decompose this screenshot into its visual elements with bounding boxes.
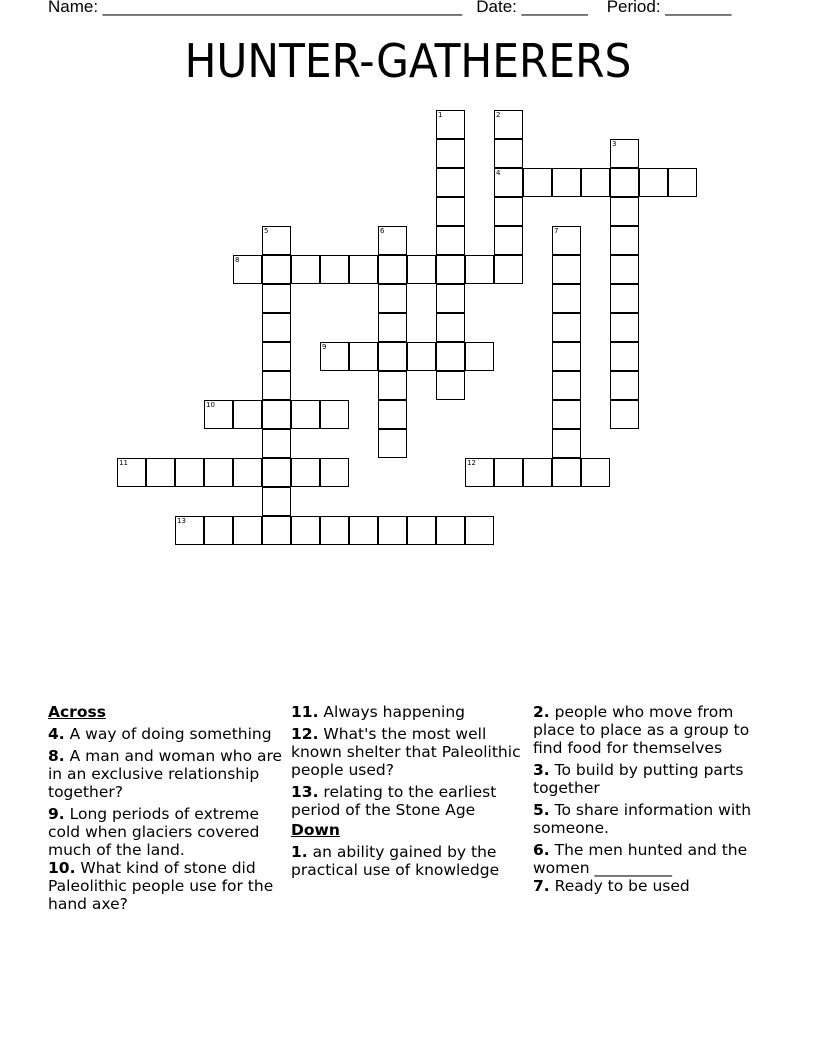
grid-cell[interactable]: [320, 458, 349, 487]
grid-cell[interactable]: [494, 226, 523, 255]
clue-across-12: [291, 725, 526, 779]
clue-number-label: 13: [177, 517, 186, 525]
clue-number: 11.: [291, 703, 319, 721]
clue-text: A man and woman who are in an exclusive relationship together?: [48, 747, 283, 801]
grid-cell[interactable]: [610, 255, 639, 284]
grid-cell[interactable]: [465, 342, 494, 371]
grid-cell[interactable]: [320, 255, 349, 284]
grid-cell[interactable]: [175, 516, 204, 545]
grid-cell[interactable]: [262, 342, 291, 371]
grid-cell[interactable]: [146, 458, 175, 487]
grid-cell[interactable]: [262, 226, 291, 255]
grid-cell[interactable]: [175, 458, 204, 487]
grid-cell[interactable]: [494, 168, 523, 197]
clue-down-6: [533, 841, 768, 877]
grid-cell[interactable]: [552, 342, 581, 371]
clue-down-5: [533, 801, 768, 837]
grid-cell[interactable]: [610, 342, 639, 371]
clue-number: 7.: [533, 877, 550, 895]
grid-cell[interactable]: [668, 168, 697, 197]
clue-down-7: [533, 877, 768, 895]
across-heading: Across: [48, 703, 106, 721]
page-title: HUNTER-GATHERERS: [184, 34, 632, 88]
clue-number-label: 9: [322, 343, 327, 351]
grid-cell[interactable]: [436, 342, 465, 371]
grid-cell[interactable]: [262, 516, 291, 545]
grid-cell[interactable]: [465, 458, 494, 487]
grid-cell[interactable]: [494, 197, 523, 226]
clue-number-label: 6: [380, 227, 385, 235]
grid-cell[interactable]: [552, 458, 581, 487]
clue-number-label: 11: [119, 459, 128, 467]
down-heading: Down: [291, 821, 340, 839]
grid-cell[interactable]: [407, 255, 436, 284]
clue-number: 2.: [533, 703, 550, 721]
grid-cell[interactable]: [204, 516, 233, 545]
date-field[interactable]: Date: _______: [476, 0, 588, 16]
grid-cell[interactable]: [378, 400, 407, 429]
clue-text: What's the most well known shelter that Paleolithic people used?: [291, 725, 521, 779]
grid-cell[interactable]: [262, 400, 291, 429]
period-field[interactable]: Period: _______: [606, 0, 732, 16]
grid-cell[interactable]: [436, 516, 465, 545]
clue-across-4: [48, 725, 283, 743]
clues-column-2: [291, 703, 526, 883]
grid-cell[interactable]: [610, 284, 639, 313]
grid-cell[interactable]: [436, 313, 465, 342]
grid-cell[interactable]: [117, 458, 146, 487]
grid-cell[interactable]: [262, 458, 291, 487]
clues-column-3: [533, 703, 768, 899]
clue-text: people who move from place to place as a group to find food for themselves: [533, 703, 750, 757]
grid-cell[interactable]: [378, 516, 407, 545]
clue-number-label: 2: [496, 111, 501, 119]
clue-number-label: 8: [235, 256, 240, 264]
clue-text: Ready to be used: [554, 877, 690, 895]
grid-cell[interactable]: [494, 255, 523, 284]
grid-cell[interactable]: [233, 516, 262, 545]
clue-number: 12.: [291, 725, 319, 743]
grid-cell[interactable]: [523, 458, 552, 487]
grid-cell[interactable]: [436, 226, 465, 255]
grid-cell[interactable]: [581, 458, 610, 487]
clue-across-9: [48, 805, 283, 859]
clue-number: 6.: [533, 841, 550, 859]
grid-cell[interactable]: [436, 139, 465, 168]
clue-number-label: 4: [496, 169, 501, 177]
grid-cell[interactable]: [407, 342, 436, 371]
grid-cell[interactable]: [291, 255, 320, 284]
grid-cell[interactable]: [378, 371, 407, 400]
grid-cell[interactable]: [610, 197, 639, 226]
grid-cell[interactable]: [610, 371, 639, 400]
grid-cell[interactable]: [552, 313, 581, 342]
grid-cell[interactable]: [552, 226, 581, 255]
clue-number: 4.: [48, 725, 65, 743]
grid-cell[interactable]: [436, 168, 465, 197]
clue-number-label: 3: [612, 140, 617, 148]
grid-cell[interactable]: [552, 429, 581, 458]
grid-cell[interactable]: [436, 284, 465, 313]
grid-cell[interactable]: [262, 429, 291, 458]
grid-cell[interactable]: [552, 168, 581, 197]
grid-cell[interactable]: [610, 139, 639, 168]
grid-cell[interactable]: [349, 342, 378, 371]
clue-text: To build by putting parts together: [533, 761, 744, 797]
clue-number-label: 12: [467, 459, 476, 467]
grid-cell[interactable]: [262, 487, 291, 516]
grid-cell[interactable]: [233, 255, 262, 284]
clue-text: Long periods of extreme cold when glaciers covered much of the land.: [48, 805, 260, 859]
grid-cell[interactable]: [233, 400, 262, 429]
grid-cell[interactable]: [378, 284, 407, 313]
clue-number-label: 10: [206, 401, 215, 409]
clue-text: relating to the earliest period of the Stone Age: [291, 783, 497, 819]
grid-cell[interactable]: [349, 516, 378, 545]
grid-cell[interactable]: [436, 110, 465, 139]
grid-cell[interactable]: [523, 168, 552, 197]
grid-cell[interactable]: [407, 516, 436, 545]
grid-cell[interactable]: [204, 458, 233, 487]
grid-cell[interactable]: [610, 400, 639, 429]
clue-text: The men hunted and the women __________: [533, 841, 748, 877]
grid-cell[interactable]: [494, 458, 523, 487]
clue-number-label: 1: [438, 111, 443, 119]
grid-cell[interactable]: [320, 516, 349, 545]
grid-cell[interactable]: [204, 400, 233, 429]
grid-cell[interactable]: [320, 400, 349, 429]
clue-down-3: [533, 761, 768, 797]
grid-cell[interactable]: [436, 255, 465, 284]
clues-column-1: [48, 703, 283, 917]
clue-number-label: 5: [264, 227, 269, 235]
grid-cell[interactable]: [494, 139, 523, 168]
grid-cell[interactable]: [552, 371, 581, 400]
clue-down-2: [533, 703, 768, 757]
grid-cell[interactable]: [465, 255, 494, 284]
grid-cell[interactable]: [494, 110, 523, 139]
grid-cell[interactable]: [262, 313, 291, 342]
clue-across-13: [291, 783, 526, 819]
grid-cell[interactable]: [291, 458, 320, 487]
clue-across-8: [48, 747, 283, 801]
clue-down-1: [291, 843, 526, 879]
grid-cell[interactable]: [552, 400, 581, 429]
grid-cell[interactable]: [465, 516, 494, 545]
grid-cell[interactable]: [639, 168, 668, 197]
clue-text: A way of doing something: [69, 725, 272, 743]
clue-text: Always happening: [323, 703, 465, 721]
grid-cell[interactable]: [581, 168, 610, 197]
clue-across-11: [291, 703, 526, 721]
clue-number: 8.: [48, 747, 65, 765]
clue-number: 5.: [533, 801, 550, 819]
grid-cell[interactable]: [349, 255, 378, 284]
grid-cell[interactable]: [262, 371, 291, 400]
clue-across-10: [48, 859, 283, 913]
grid-cell[interactable]: [436, 371, 465, 400]
grid-cell[interactable]: [378, 255, 407, 284]
grid-cell[interactable]: [552, 284, 581, 313]
clue-number: 3.: [533, 761, 550, 779]
grid-cell[interactable]: [320, 342, 349, 371]
clue-number: 1.: [291, 843, 308, 861]
grid-cell[interactable]: [378, 342, 407, 371]
grid-cell[interactable]: [291, 516, 320, 545]
grid-cell[interactable]: [378, 429, 407, 458]
grid-cell[interactable]: [262, 255, 291, 284]
grid-cell[interactable]: [378, 313, 407, 342]
clue-text: To share information with someone.: [533, 801, 752, 837]
clue-text: an ability gained by the practical use of knowledge: [291, 843, 500, 879]
clue-number: 9.: [48, 805, 65, 823]
clue-text: What kind of stone did Paleolithic people use for the hand axe?: [48, 859, 274, 913]
grid-cell[interactable]: [378, 226, 407, 255]
grid-cell[interactable]: [610, 313, 639, 342]
clue-number-label: 7: [554, 227, 559, 235]
grid-cell[interactable]: [552, 255, 581, 284]
grid-cell[interactable]: [610, 168, 639, 197]
clue-number: 13.: [291, 783, 319, 801]
clue-number: 10.: [48, 859, 76, 877]
grid-cell[interactable]: [436, 197, 465, 226]
grid-cell[interactable]: [233, 458, 262, 487]
name-field[interactable]: Name: ______________________________________: [48, 0, 463, 16]
grid-cell[interactable]: [610, 226, 639, 255]
grid-cell[interactable]: [262, 284, 291, 313]
grid-cell[interactable]: [291, 400, 320, 429]
